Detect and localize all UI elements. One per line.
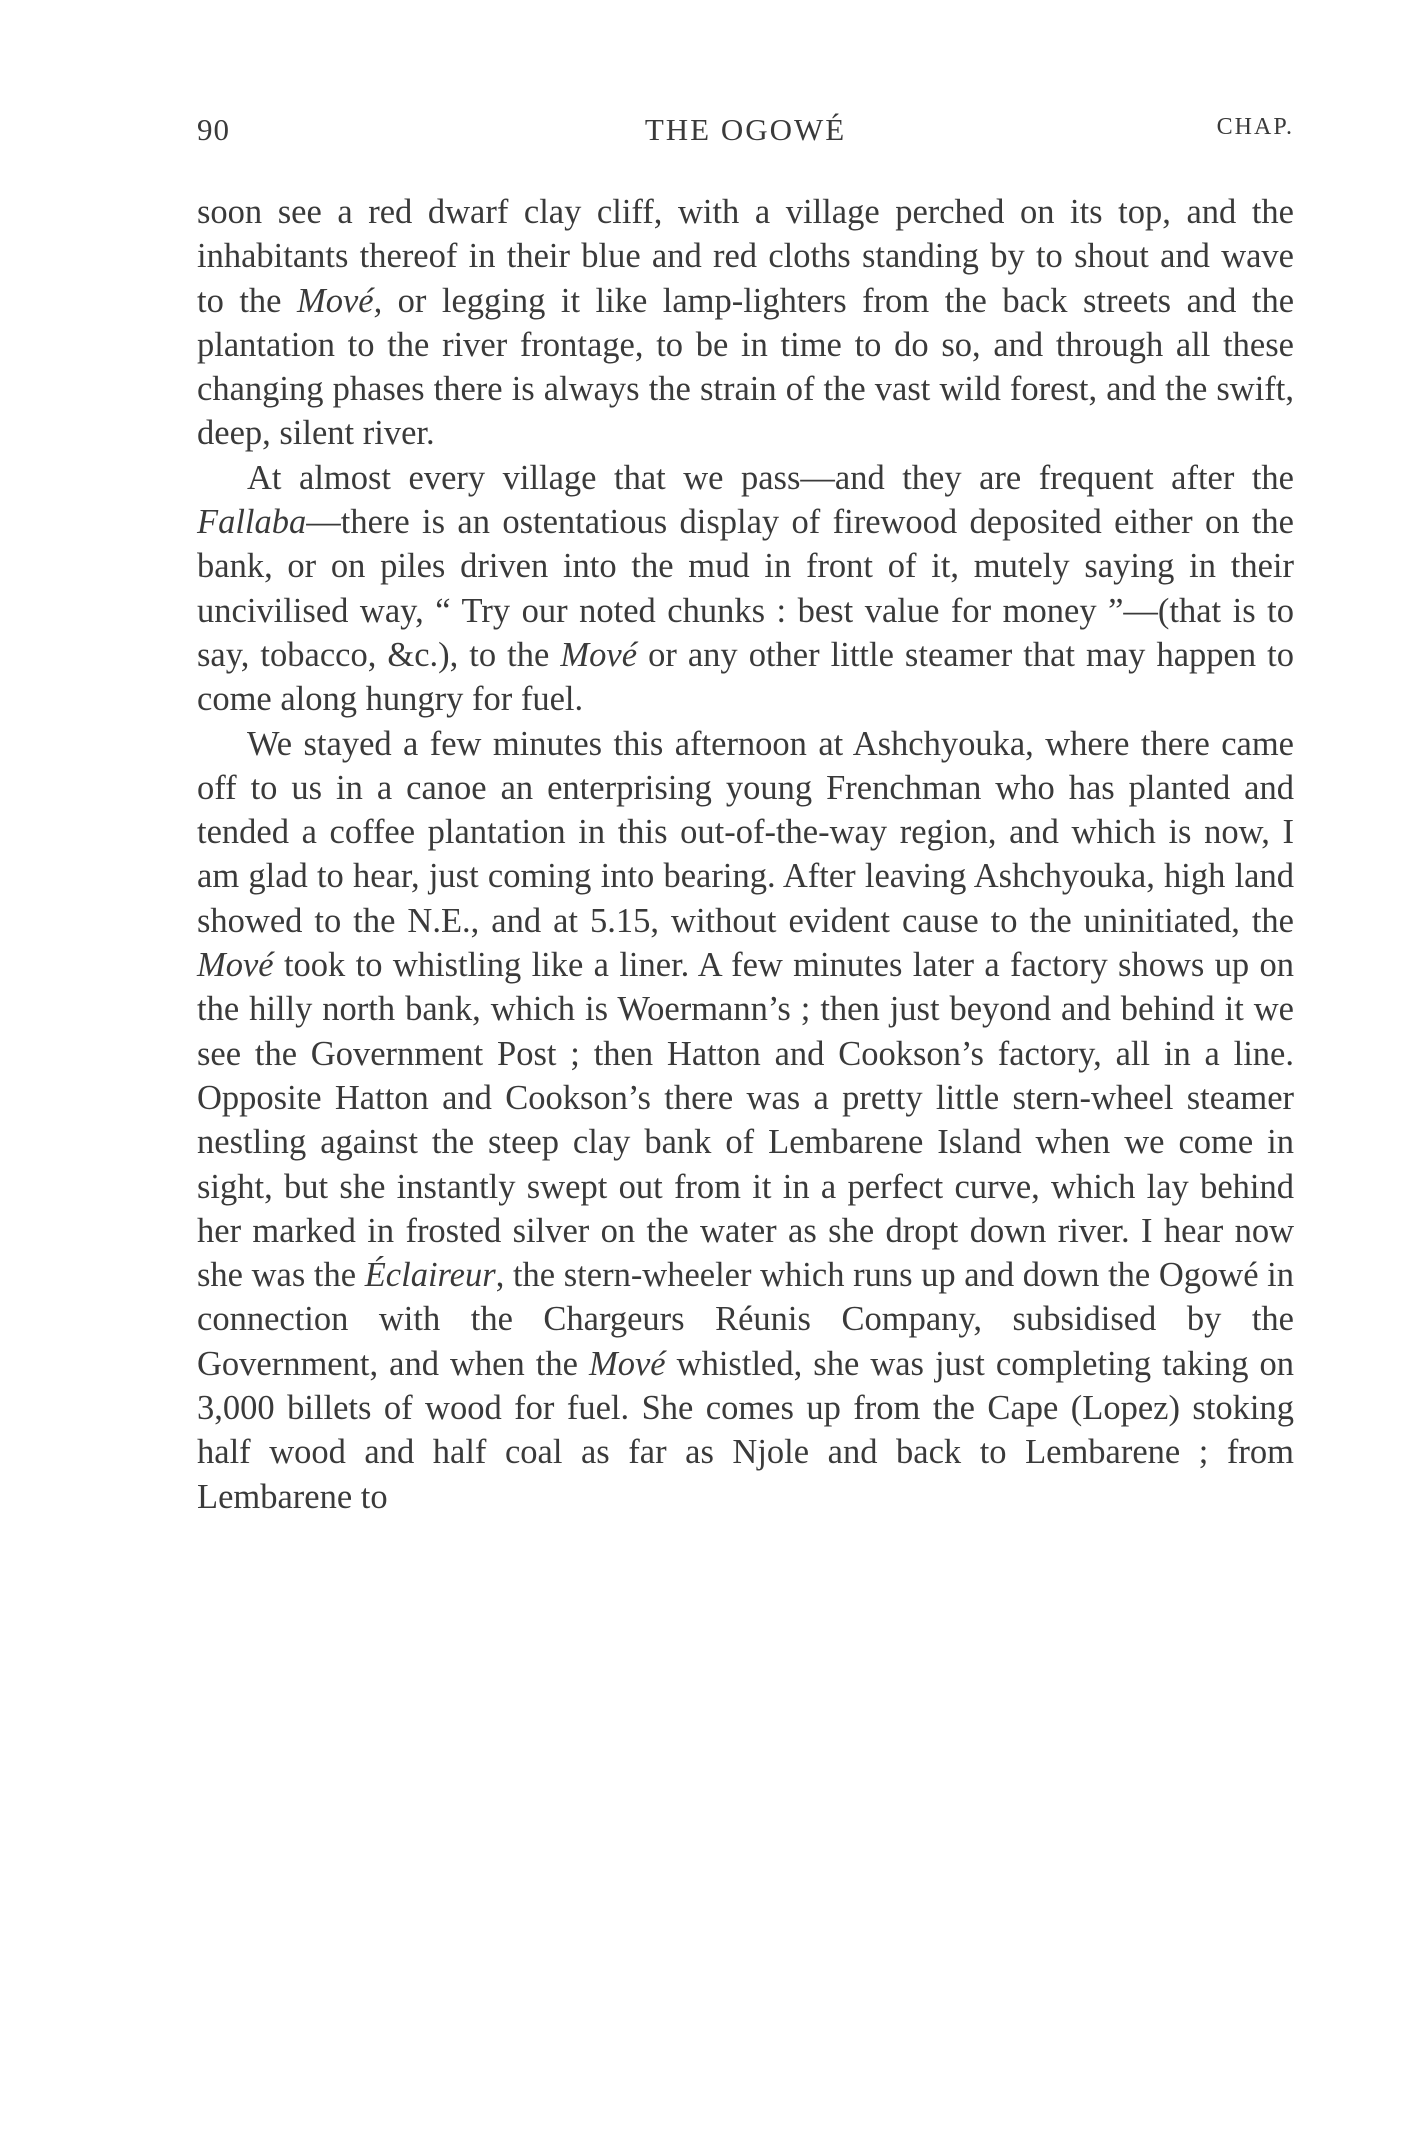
text-run: , the stern-wheeler which runs up and down the Ogowé in connection with the Chargeurs Réunis Company, subsidised by the Government, and when the xyxy=(197,1256,1294,1383)
text-run: or any other little steamer that may happen to come along hungry for fuel. xyxy=(197,635,1294,719)
chapter-label: CHAP. xyxy=(1216,114,1294,140)
ship-name: Éclaireur xyxy=(364,1256,496,1295)
text-run: soon see a red dwarf clay cliff, with a village perched on its top, and the inhabitants thereof in their blue and red cloths standing by to shout and wave to the xyxy=(197,193,1294,320)
ship-name: Mové xyxy=(589,1344,666,1383)
text-run: took to whistling like a liner. A few minutes later a factory shows up on the hilly north bank, which is Woermann’s ; then just beyond and behind it we see the Government Post ; then Hatton and Cookson’s factory, all in a line. Opposite Hatton and Cookson’s there was a pretty little stern-wheel steamer nestling against the steep clay bank of Lembarene Island when we come in sight, but she instantly swept out from it in a perfect curve, which lay behind her marked in frosted silver on the water as she dropt down river. I hear now she was the xyxy=(197,946,1294,1295)
paragraph xyxy=(197,456,1294,722)
ship-name: Fallaba xyxy=(197,503,307,542)
page-number: 90 xyxy=(197,112,230,147)
ship-name: Mové xyxy=(197,946,274,985)
paragraph xyxy=(197,722,1294,1519)
text-run: whistled, she was just completing taking on 3,000 billets of wood for fuel. She comes up from the Cape (Lopez) stoking half wood and half coal as far as Njole and back to Lembarene ; from Lembarene to xyxy=(197,1344,1294,1516)
text-run: At almost every village that we pass—and they are frequent after the xyxy=(247,458,1294,497)
text-run: or legging it like lamp-lighters from the back streets and the plantation to the river frontage, to be in time to do so, and through all these changing phases there is always the strain of the vast wild forest, and the swift, deep, silent river. xyxy=(197,281,1295,453)
text-run: —there is an ostentatious display of firewood deposited either on the bank, or on piles driven into the mud in front of it, mutely saying in their uncivilised way, “ Try our noted chunks : best value for money ”—(that is to say, tobacco, &c.), to the xyxy=(197,503,1294,674)
ship-name: Mové xyxy=(560,635,638,674)
running-head xyxy=(197,112,1294,152)
body-text xyxy=(197,190,1294,1519)
ship-name: Mové, xyxy=(296,281,383,320)
paragraph xyxy=(197,190,1294,456)
book-title: THE OGOWÉ xyxy=(644,112,847,147)
text-run: We stayed a few minutes this afternoon at Ashchyouka, where there came off to us in a canoe an enterprising young Frenchman who has planted and tended a coffee plantation in this out-of-the-way region, and which is now, I am glad to hear, just coming into bearing. After leaving Ashchyouka, high land showed to the N.E., and at 5.15, without evident cause to the uninitiated, the xyxy=(197,724,1294,940)
